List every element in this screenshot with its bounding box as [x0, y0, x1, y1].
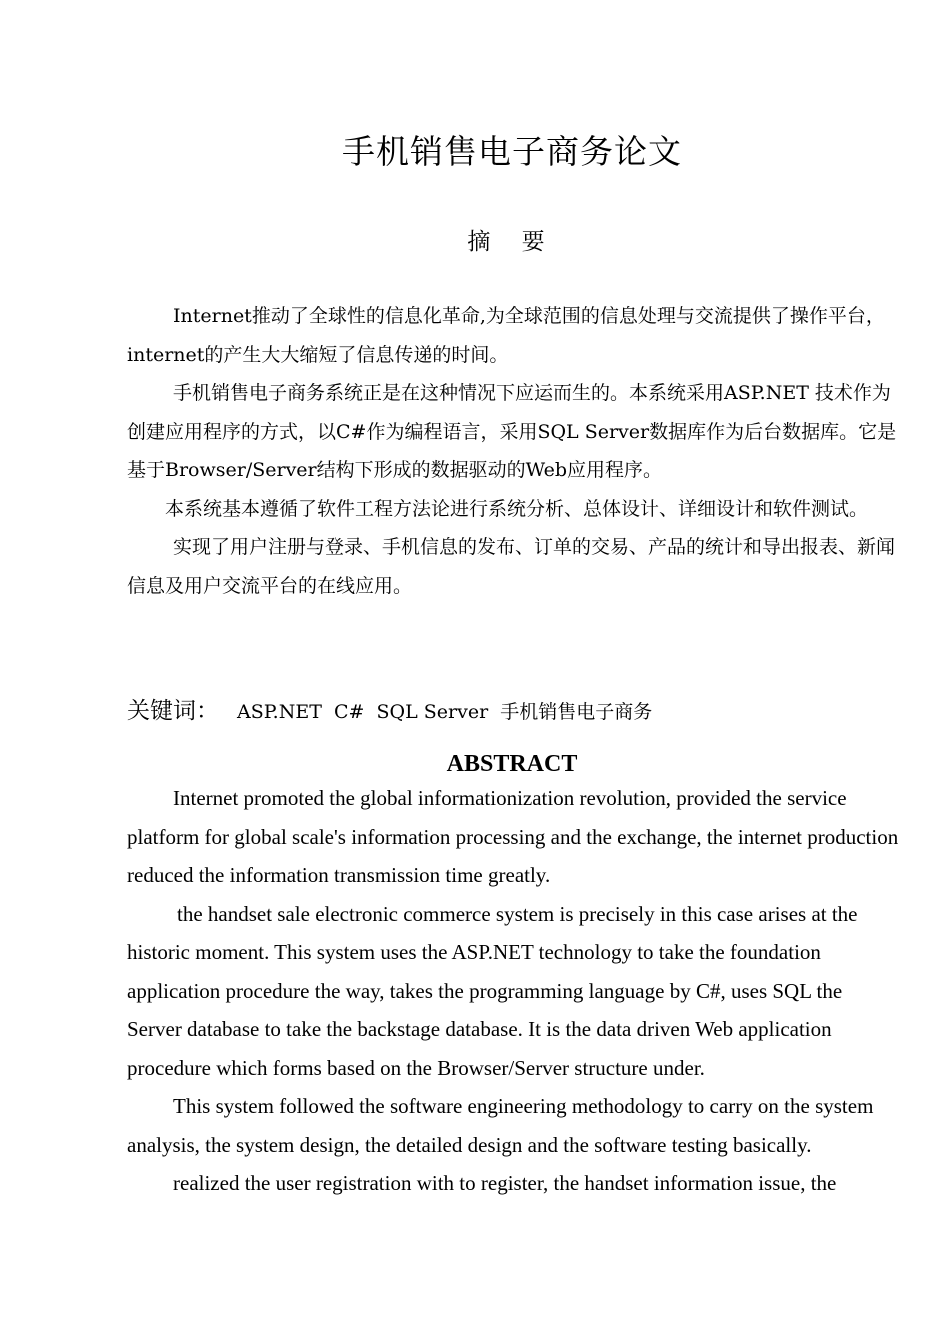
keywords-line [127, 691, 907, 734]
abstract-paragraph-cn: Internet推动了全球性的信息化革命,为全球范围的信息处理与交流提供了操作平台，internet的产生大大缩短了信息传递的时间。 [127, 305, 885, 366]
abstract-paragraph-cn: 手机销售电子商务系统正是在这种情况下应运而生的。本系统采用ASP.NET 技术作为创建应用程序的方式，以C#作为编程语言，采用SQL Server数据库作为后台数据库。它是基于Browser/Server结构下形成的数据驱动的Web应用程序。 [127, 382, 897, 481]
abstract-paragraph-en: Internet promoted the global informationization revolution, provided the service platform for global scale's information processing and the exchange, the internet production reduced the information transmission time greatly. [127, 786, 899, 887]
abstract-paragraph-cn: 实现了用户注册与登录、手机信息的发布、订单的交易、产品的统计和导出报表、新闻信息及用户交流平台的在线应用。 [127, 536, 896, 597]
abstract-paragraph-en: the handset sale electronic commerce system is precisely in this case arises at the historic moment. This system uses the ASP.NET technology to take the foundation application procedure the way, takes the programming language by C#, uses SQL the Server database to take the backstage database. It is the data driven Web application procedure which forms based on the Browser/Server structure under. [127, 901, 858, 1080]
abstract-body-cn [127, 297, 897, 605]
document-title: 手机销售电子商务论文 [342, 132, 682, 171]
keywords-value: ASP.NET C# SQL Server 手机销售电子商务 [237, 701, 653, 723]
abstract-heading-en: ABSTRACT [446, 751, 578, 777]
abstract-paragraph-en: This system followed the software engineering methodology to carry on the system analysis, the system design, the detailed design and the software testing basically. [127, 1094, 874, 1157]
abstract-paragraph-en: realized the user registration with to register, the handset information issue, the [173, 1171, 837, 1195]
abstract-body-en [127, 779, 902, 1203]
abstract-paragraph-cn: 本系统基本遵循了软件工程方法论进行系统分析、总体设计、详细设计和软件测试。 [165, 497, 869, 520]
abstract-heading-cn: 摘 要 [467, 229, 557, 255]
keywords-label: 关键词： [127, 698, 219, 724]
